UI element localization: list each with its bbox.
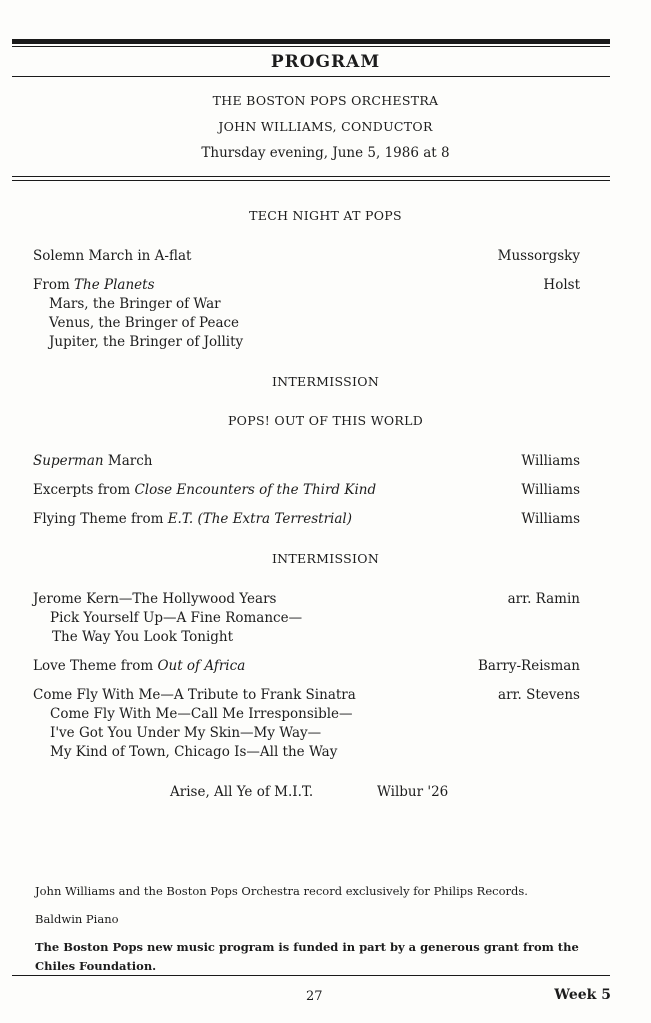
work-title-italic: Close Encounters of the Third Kind	[134, 482, 377, 498]
program-item-composer: Mussorgsky	[497, 248, 580, 264]
work-title-italic: Out of Africa	[157, 658, 246, 674]
program-item-composer: Williams	[521, 511, 580, 527]
work-title-italic: E.T. (The Extra Terrestrial)	[167, 511, 352, 527]
week-label: Week 5	[554, 987, 611, 1003]
title-prefix: Flying Theme from	[33, 511, 168, 527]
program-item-title: Solemn March in A-flat	[33, 248, 192, 264]
section-heading-tech-night: TECH NIGHT AT POPS	[249, 208, 402, 223]
program-item-title	[33, 277, 155, 293]
program-item-composer: arr. Stevens	[498, 687, 580, 703]
closing-item-title: Arise, All Ye of M.I.T.	[170, 784, 314, 800]
orchestra-name: THE BOSTON POPS ORCHESTRA	[212, 93, 439, 108]
program-item-composer: Williams	[521, 453, 580, 469]
program-item-title	[33, 453, 152, 469]
grant-note: The Boston Pops new music program is funded in part by a generous grant from the Chiles Foundation.	[35, 940, 579, 973]
work-title-italic: The Planets	[74, 277, 155, 293]
header-double-rule-bottom	[12, 180, 610, 181]
medley-line: My Kind of Town, Chicago Is—All the Way	[50, 744, 338, 760]
movement: Venus, the Bringer of Peace	[49, 315, 240, 331]
conductor-name: JOHN WILLIAMS, CONDUCTOR	[218, 119, 433, 134]
movement: Mars, the Bringer of War	[49, 296, 221, 312]
footer-rule	[12, 975, 610, 976]
medley-line: Come Fly With Me—Call Me Irresponsible—	[50, 706, 353, 722]
work-title-italic: Superman	[33, 453, 104, 469]
program-item-title: Jerome Kern—The Hollywood Years	[33, 591, 277, 607]
program-item-title: Come Fly With Me—A Tribute to Frank Sinatra	[33, 687, 356, 703]
title-prefix: Love Theme from	[33, 658, 158, 674]
section-heading-out-of-this-world: POPS! OUT OF THIS WORLD	[227, 413, 424, 428]
movement: Jupiter, the Bringer of Jollity	[49, 334, 244, 350]
title-underline	[12, 76, 610, 77]
program-item-title	[33, 658, 245, 674]
program-item-title	[33, 511, 352, 527]
recording-note: John Williams and the Boston Pops Orchestra record exclusively for Philips Records.	[35, 884, 528, 898]
program-item-composer: Holst	[543, 277, 580, 293]
medley-line: I've Got You Under My Skin—My Way—	[50, 725, 322, 741]
title-prefix: From	[33, 277, 75, 293]
program-item-composer: arr. Ramin	[507, 591, 580, 607]
medley-line: Pick Yourself Up—A Fine Romance—	[50, 610, 303, 626]
title-prefix: Excerpts from	[33, 482, 135, 498]
page-number: 27	[306, 989, 323, 1004]
intermission-label: INTERMISSION	[271, 374, 380, 389]
intermission-label: INTERMISSION	[271, 551, 380, 566]
program-item-title	[33, 482, 376, 498]
program-item-composer: Barry-Reisman	[477, 658, 580, 674]
title-suffix: March	[103, 453, 153, 469]
top-thin-rule	[12, 46, 610, 47]
concert-date: Thursday evening, June 5, 1986 at 8	[201, 145, 450, 161]
medley-line: The Way You Look Tonight	[52, 629, 234, 645]
header-double-rule-top	[12, 176, 610, 177]
page-title: PROGRAM	[270, 52, 381, 72]
piano-note: Baldwin Piano	[35, 912, 119, 926]
closing-item-composer: Wilbur '26	[377, 784, 449, 800]
program-item-composer: Williams	[521, 482, 580, 498]
top-thick-rule	[12, 39, 610, 44]
